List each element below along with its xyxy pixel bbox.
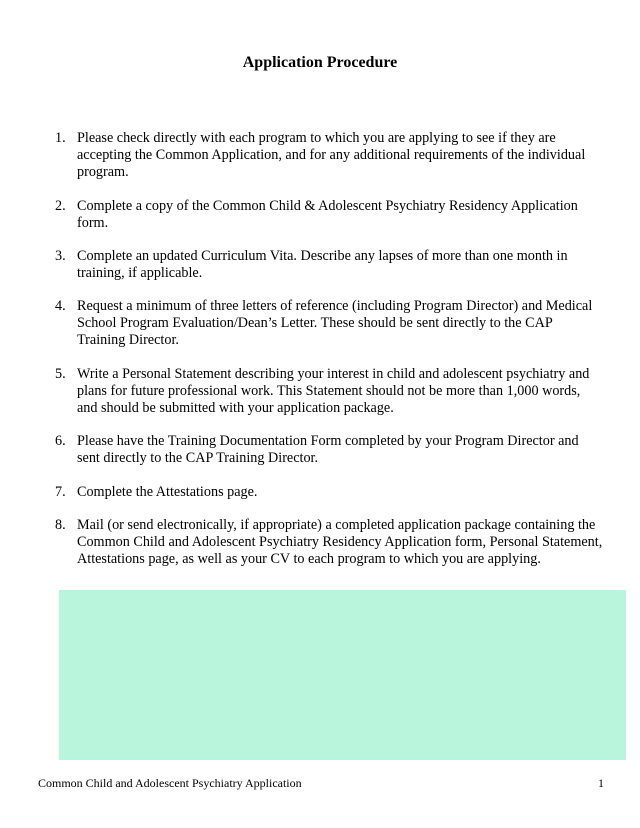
item-number: 6. (55, 433, 66, 449)
list-item (55, 366, 603, 417)
item-text: Complete an updated Curriculum Vita. Describe any lapses of more than one month in training, if applicable. (77, 248, 568, 281)
footer-title: Common Child and Adolescent Psychiatry Application (38, 776, 302, 790)
list-item (55, 198, 603, 232)
item-text: Write a Personal Statement describing your interest in child and adolescent psychiatry and plans for future professional work. This Statement should not be more than 1,000 words, and should be submitted with your application package. (77, 366, 590, 416)
page-title: Application Procedure (242, 54, 398, 71)
list-item (55, 484, 603, 501)
item-number: 7. (55, 484, 66, 500)
item-text: Mail (or send electronically, if appropriate) a completed application package containing the Common Child and Adolescent Psychiatry Residency Application form, Personal Statement, Attestations page, as well as your CV to each program to which you are applying. (77, 517, 603, 567)
item-number: 8. (55, 517, 66, 533)
item-number: 2. (55, 198, 66, 214)
item-number: 5. (55, 366, 66, 382)
item-text: Complete a copy of the Common Child & Adolescent Psychiatry Residency Application form. (77, 198, 578, 231)
item-text: Complete the Attestations page. (77, 484, 258, 500)
page-number: 1 (598, 776, 604, 790)
item-text: Request a minimum of three letters of reference (including Program Director) and Medical School Program Evaluation/Dean’s Letter. These should be sent directly to the CAP Training Director. (77, 298, 593, 348)
item-number: 1. (55, 130, 66, 146)
highlight-box (59, 590, 626, 760)
item-number: 4. (55, 298, 66, 314)
item-text: Please have the Training Documentation Form completed by your Program Director and sent directly to the CAP Training Director. (77, 433, 579, 466)
item-text: Please check directly with each program to which you are applying to see if they are accepting the Common Application, and for any additional requirements of the individual program. (77, 130, 586, 180)
list-item (55, 130, 603, 181)
list-item (55, 298, 603, 349)
list-item (55, 248, 603, 282)
list-item (55, 433, 603, 467)
list-item (55, 517, 603, 568)
item-number: 3. (55, 248, 66, 264)
